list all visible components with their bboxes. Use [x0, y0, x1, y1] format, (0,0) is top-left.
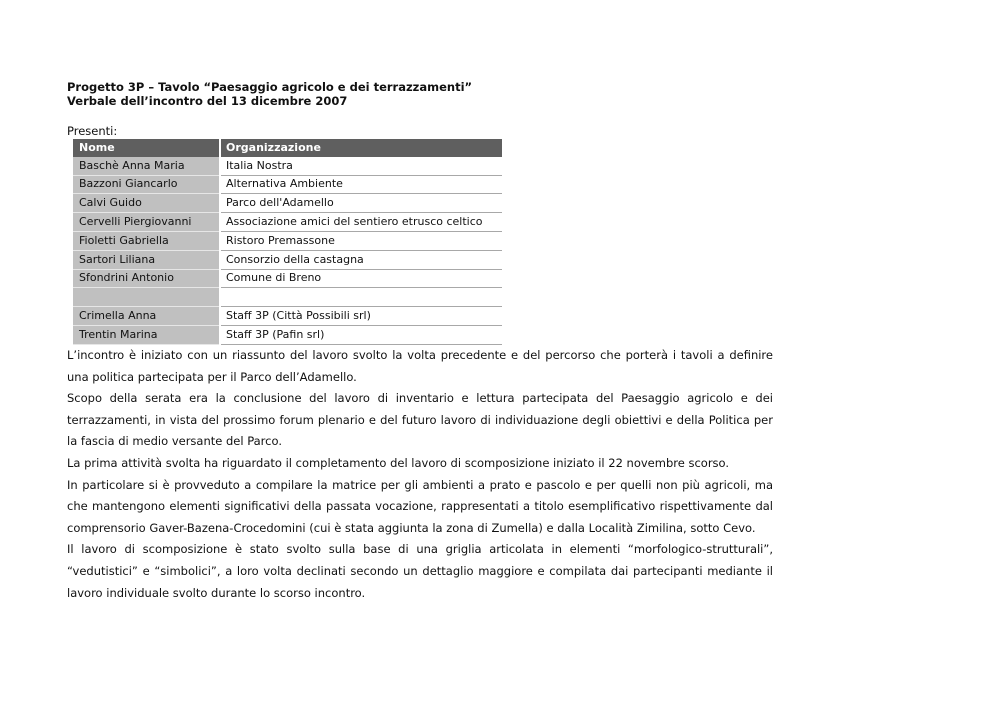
cell-name: Crimella Anna [73, 307, 220, 326]
table-row [73, 269, 502, 288]
table-row [73, 194, 502, 213]
title-line-2: Verbale dell’incontro del 13 dicembre 2007 [67, 94, 348, 108]
cell-organization: Comune di Breno [220, 269, 502, 288]
table-row [73, 175, 502, 194]
paragraph: Scopo della serata era la conclusione del lavoro di inventario e lettura partecipata del Paesaggio agricolo e dei terrazzamenti, in vista del prossimo forum plenario e del futuro lavoro di individuazione degli obiettivi e della Politica per la fascia di medio versante del Parco. [67, 391, 773, 449]
table-row-spacer [73, 288, 502, 307]
cell-name: Fioletti Gabriella [73, 231, 220, 250]
table-row [73, 250, 502, 269]
paragraph: In particolare si è provveduto a compilare la matrice per gli ambienti a prato e pascolo e per quelli non più agricoli, ma che mantengono elementi significativi della passata vocazione, rappresentati a titolo esemplificativo rispettivamente dal comprensorio Gaver-Bazena-Crocedomini (cui è stata aggiunta la zona di Zumella) e dalla Località Zimilina, sotto Cevo. [67, 477, 773, 535]
cell-name: Sfondrini Antonio [73, 269, 220, 288]
table-row [73, 157, 502, 175]
cell-organization: Italia Nostra [220, 157, 502, 175]
paragraph: Il lavoro di scomposizione è stato svolto sulla base di una griglia articolata in elementi “morfologico-strutturali”, “vedutistici” e “simbolici”, a loro volta declinati secondo un dettaglio maggiore e compilata dai partecipanti mediante il lavoro individuale svolto durante lo scorso incontro. [67, 542, 773, 600]
cell-organization: Staff 3P (Città Possibili srl) [220, 307, 502, 326]
cell-name [73, 288, 220, 307]
table-row [73, 307, 502, 326]
title-line-1: Progetto 3P – Tavolo “Paesaggio agricolo e dei terrazzamenti” [67, 80, 473, 94]
attendees-table [73, 139, 502, 345]
cell-organization: Consorzio della castagna [220, 250, 502, 269]
cell-name: Sartori Liliana [73, 250, 220, 269]
header-name: Nome [73, 139, 220, 157]
cell-name: Baschè Anna Maria [73, 157, 220, 175]
cell-organization [220, 288, 502, 307]
cell-organization: Alternativa Ambiente [220, 175, 502, 194]
table-row [73, 213, 502, 232]
cell-name: Bazzoni Giancarlo [73, 175, 220, 194]
cell-organization: Parco dell'Adamello [220, 194, 502, 213]
cell-name: Cervelli Piergiovanni [73, 213, 220, 232]
document-title [67, 80, 472, 108]
table-row [73, 231, 502, 250]
cell-organization: Associazione amici del sentiero etrusco celtico [220, 213, 502, 232]
paragraph: La prima attività svolta ha riguardato il completamento del lavoro di scomposizione iniziato il 22 novembre scorso. [67, 455, 730, 470]
presenti-label: Presenti: [67, 124, 118, 138]
cell-name: Calvi Guido [73, 194, 220, 213]
header-organization: Organizzazione [220, 139, 502, 157]
paragraph: L’incontro è iniziato con un riassunto del lavoro svolto la volta precedente e del percorso che porterà i tavoli a definire una politica partecipata per il Parco dell’Adamello. [67, 348, 773, 384]
cell-organization: Staff 3P (Pafin srl) [220, 325, 502, 344]
document-body [67, 345, 773, 604]
table-header-row [73, 139, 502, 157]
cell-name: Trentin Marina [73, 325, 220, 344]
cell-organization: Ristoro Premassone [220, 231, 502, 250]
table-row [73, 325, 502, 344]
